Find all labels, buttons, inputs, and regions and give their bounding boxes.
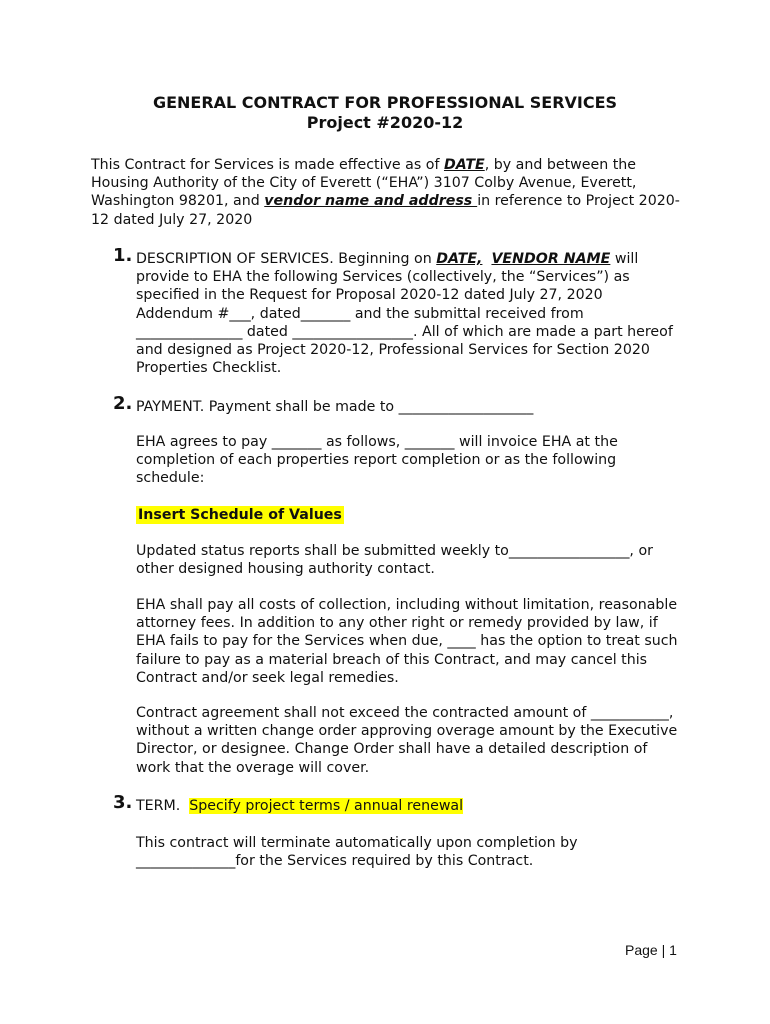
section-3-heading (136, 797, 683, 815)
section-3 (113, 792, 683, 815)
section-3-highlight: Specify project terms / annual renewal (189, 798, 464, 814)
section-1-text-2: will provide to EHA the following Services (collectively, the “Services”) as specified in the Request for Proposal 2020-12 dated July 27, 2020 Addendum #___, dated_______ and the submittal received from _______________ dated _________________. All of which are made a part hereof and designed as Project 2020-12, Professional Services for Section 2020 Properties Checklist. (136, 251, 673, 377)
section-1-date-placeholder: DATE, (436, 251, 483, 267)
intro-date-placeholder: DATE (443, 157, 485, 173)
termination-paragraph: This contract will terminate automatically upon completion by ______________for the Services required by this Contract. (136, 835, 578, 870)
section-2-number: 2. (113, 393, 133, 414)
collection-costs-paragraph: EHA shall pay all costs of collection, including without limitation, reasonable attorney fees. In addition to any other right or remedy provided by law, if EHA fails to pay for the Services when due, ____ has the option to treat such failure to pay as a material breach of this Contract, and may cancel this Contract and/or seek legal remedies. (136, 597, 678, 686)
status-reports-paragraph: Updated status reports shall be submitted weekly to_________________, or other designed housing authority contact. (136, 543, 653, 578)
schedule-of-values (136, 506, 684, 524)
intro-vendor-placeholder: vendor name and address (264, 193, 478, 210)
section-1-body (136, 250, 683, 377)
intro-paragraph (91, 156, 681, 229)
payment-terms-paragraph: EHA agrees to pay _______ as follows, _______ will invoice EHA at the completion of each properties report completion or as the following schedule: (136, 434, 618, 487)
section-2-heading: PAYMENT. Payment shall be made to ___________________ (136, 399, 534, 415)
intro-text-3: in reference to Project 2020-12 dated July 27, 2020 (91, 193, 680, 228)
section-1-text-1: DESCRIPTION OF SERVICES. Beginning on (136, 251, 437, 267)
section-2 (113, 393, 683, 416)
section-3-number: 3. (113, 792, 133, 813)
intro-text-1: This Contract for Services is made effective as of (91, 157, 444, 173)
section-1-vendor-placeholder: VENDOR NAME (491, 251, 611, 267)
title-line-2: Project #2020-12 (306, 113, 464, 132)
contract-limit-paragraph: Contract agreement shall not exceed the contracted amount of ___________, without a written change order approving overage amount by the Executive Director, or designee. Change Order shall have a detailed description of work that the overage will cover. (136, 705, 678, 776)
section-1 (113, 245, 683, 377)
schedule-of-values-highlight: Insert Schedule of Values (138, 507, 342, 523)
title-line-1: GENERAL CONTRACT FOR PROFESSIONAL SERVICES (152, 93, 618, 112)
section-3-label: TERM. (136, 798, 190, 814)
section-1-number: 1. (113, 245, 133, 266)
intro-text-2: , by and between the Housing Authority of the City of Everett (“EHA”) 3107 Colby Avenue, Everett, Washington 98201, and (91, 157, 637, 210)
page-number: Page | 1 (625, 942, 677, 958)
document-title (0, 93, 770, 133)
